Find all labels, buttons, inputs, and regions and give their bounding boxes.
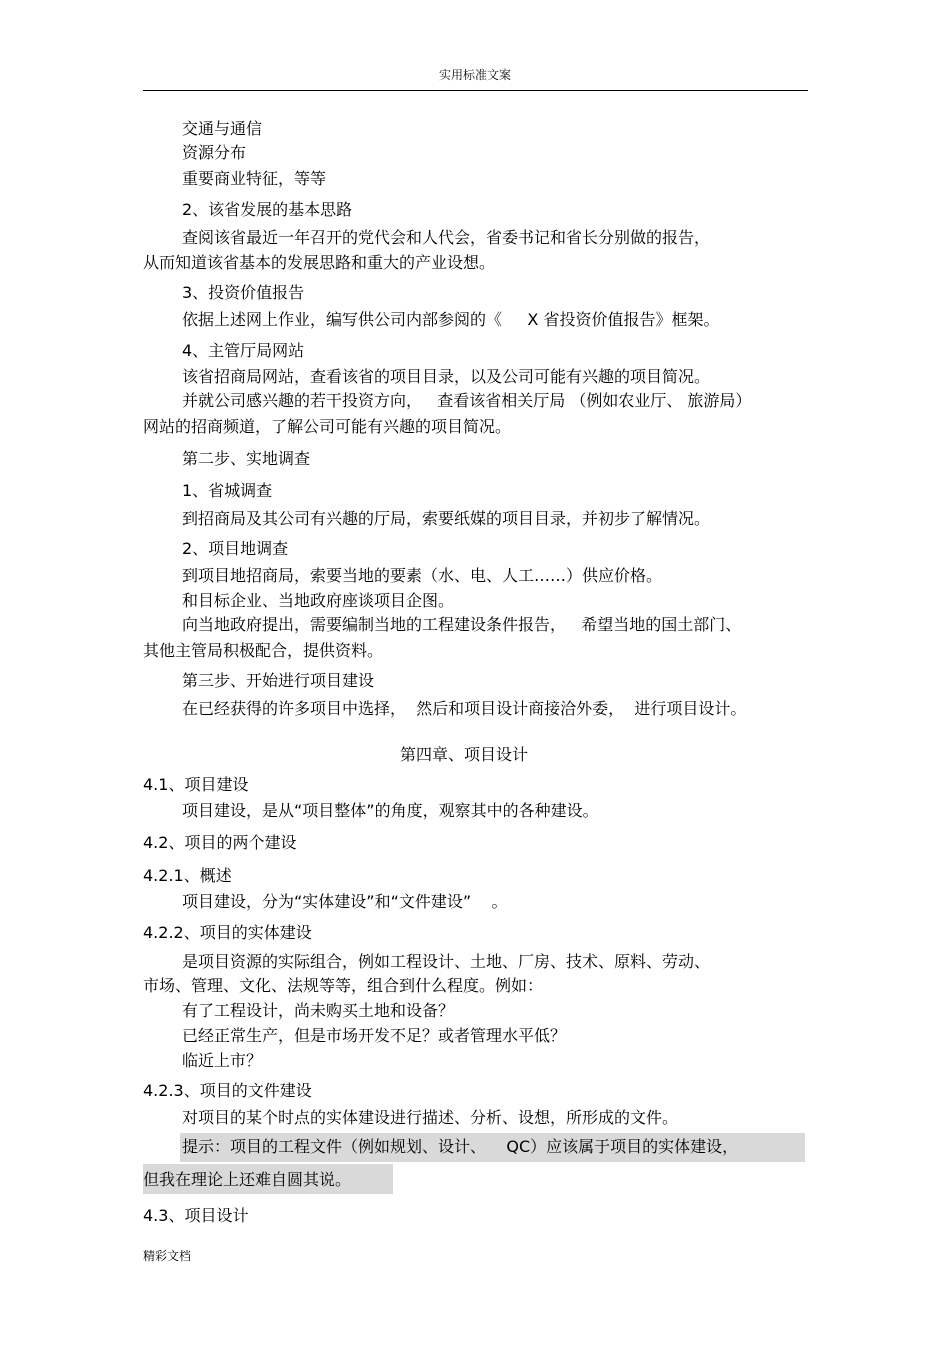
section-heading: 4.2.2、项目的实体建设 (143, 923, 312, 942)
tip-text: 提示：项目的工程文件（例如规划、设计、 QC）应该属于项目的实体建设， (182, 1137, 739, 1156)
text-line: 和目标企业、当地政府座谈项目企图。 (182, 591, 455, 610)
text-line: 到招商局及其公司有兴趣的厅局，索要纸媒的项目目录，并初步了解情况。 (182, 509, 711, 528)
tip-text: 但我在理论上还难自圆其说。 (143, 1170, 352, 1189)
text-line: 交通与通信 (182, 119, 263, 138)
text-line: 资源分布 (182, 143, 247, 162)
text-line: 已经正常生产，但是市场开发不足？或者管理水平低？ (182, 1026, 567, 1045)
page-header: 实用标准文案 (438, 68, 511, 82)
text-line: 1、省城调查 (182, 481, 273, 500)
section-heading: 4.2、项目的两个建设 (143, 833, 297, 852)
page-footer: 精彩文档 (143, 1249, 192, 1263)
text-line: 依据上述网上作业，编写供公司内部参阅的《 X 省投资价值报告》框架。 (182, 310, 720, 329)
text-line: 2、项目地调查 (182, 539, 289, 558)
text-line: 市场、管理、文化、法规等等，组合到什么程度。例如： (143, 976, 544, 995)
text-line: 从而知道该省基本的发展思路和重大的产业设想。 (143, 253, 496, 272)
text-line: 并就公司感兴趣的若干投资方向， 查看该省相关厅局 （例如农业厅、 旅游局） (182, 391, 752, 410)
text-line: 项目建设，分为“实体建设”和“文件建设” 。 (182, 892, 508, 911)
section-heading: 4.3、项目设计 (143, 1206, 249, 1225)
text-line: 3、投资价值报告 (182, 283, 305, 302)
text-line: 到项目地招商局，索要当地的要素（水、电、人工……）供应价格。 (182, 566, 663, 585)
text-line: 重要商业特征，等等 (182, 169, 327, 188)
text-line: 2、该省发展的基本思路 (182, 200, 353, 219)
section-heading: 第二步、实地调查 (182, 449, 311, 468)
text-line: 网站的招商频道，了解公司可能有兴趣的项目简况。 (143, 417, 512, 436)
text-line: 查阅该省最近一年召开的党代会和人代会，省委书记和省长分别做的报告， (182, 228, 711, 247)
section-heading: 4.1、项目建设 (143, 775, 249, 794)
text-line: 在已经获得的许多项目中选择， 然后和项目设计商接洽外委， 进行项目设计。 (182, 699, 747, 718)
header-divider (143, 90, 808, 91)
text-line: 其他主管局积极配合，提供资料。 (143, 641, 384, 660)
text-line: 该省招商局网站，查看该省的项目目录，以及公司可能有兴趣的项目简况。 (182, 367, 711, 386)
text-line: 对项目的某个时点的实体建设进行描述、分析、设想，所形成的文件。 (182, 1108, 679, 1127)
section-heading: 第三步、开始进行项目建设 (182, 671, 375, 690)
section-heading: 4.2.1、概述 (143, 866, 232, 885)
text-line: 是项目资源的实际组合，例如工程设计、土地、厂房、技术、原料、劳动、 (182, 952, 711, 971)
text-line: 有了工程设计，尚未购买土地和设备？ (182, 1001, 455, 1020)
text-line: 临近上市？ (182, 1051, 263, 1070)
text-line: 项目建设，是从“项目整体”的角度，观察其中的各种建设。 (182, 801, 599, 820)
section-heading: 4.2.3、项目的文件建设 (143, 1081, 312, 1100)
text-line: 向当地政府提出，需要编制当地的工程建设条件报告， 希望当地的国土部门、 (182, 615, 742, 634)
text-line: 4、主管厅局网站 (182, 341, 305, 360)
chapter-title: 第四章、项目设计 (400, 745, 529, 764)
